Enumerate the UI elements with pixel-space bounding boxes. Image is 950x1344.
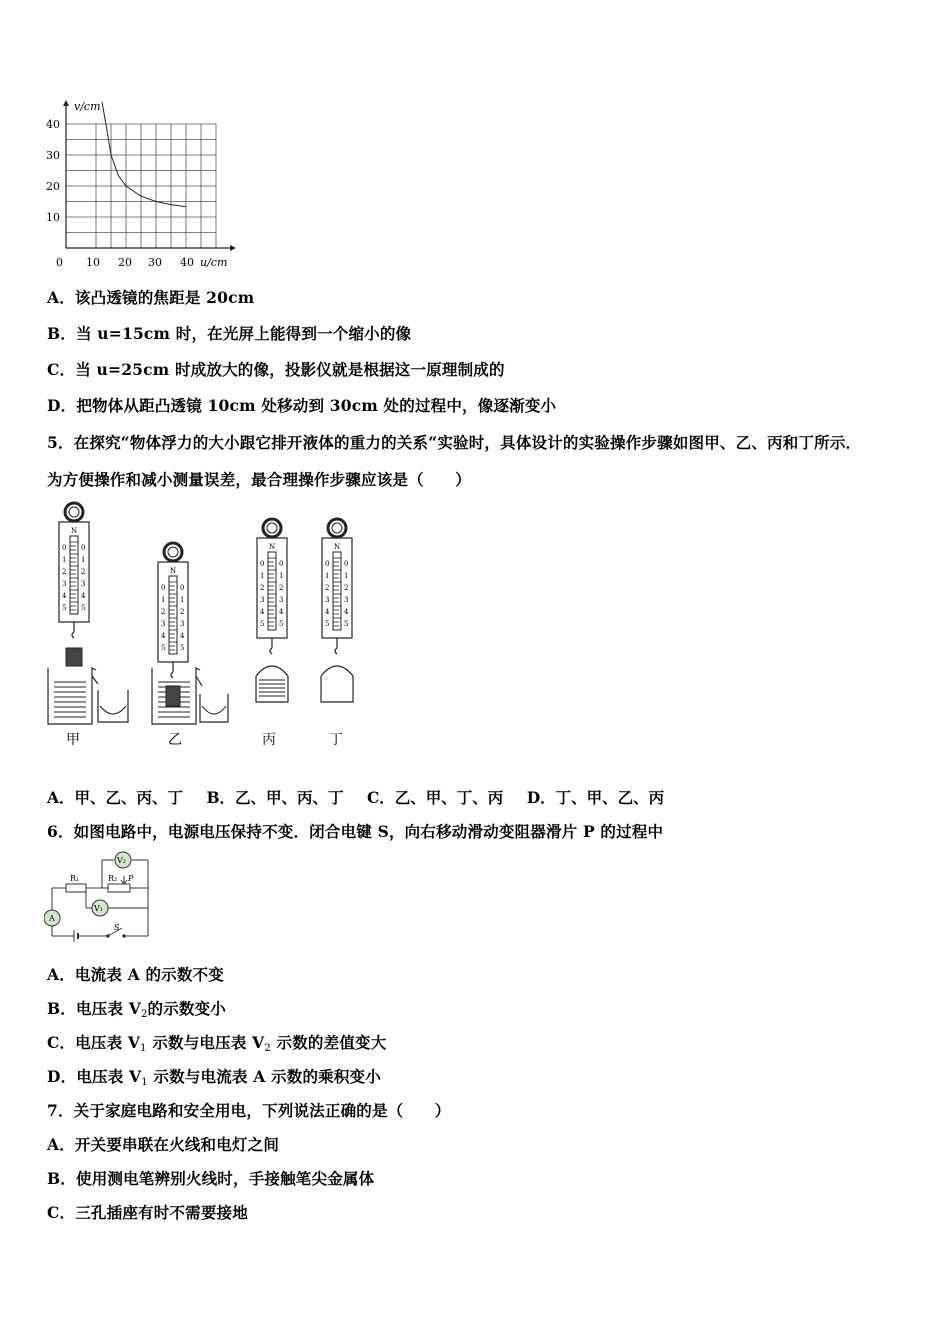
q6-option-a[interactable]: A．电流表 A 的示数不变 — [47, 965, 224, 984]
chart-tick-labels — [46, 118, 194, 269]
setup-bing — [256, 519, 288, 702]
q7-stem: 7．关于家庭电路和安全用电，下列说法正确的是（ ） — [47, 1101, 451, 1120]
scale-mark-label: 0 — [344, 560, 349, 568]
q6-option-c[interactable]: C．电压表 $V_1$ 示数与电压表 $V_2$ 示数的差值变大 — [47, 1033, 387, 1054]
scale-mark-label: 2 — [161, 608, 166, 616]
q5-option-d[interactable]: D．丁、甲、乙、丙 — [526, 788, 665, 807]
chart-y-tick-label: 40 — [46, 118, 60, 131]
scale-mark-label: 5 — [62, 604, 67, 612]
scale-mark-label: 5 — [325, 620, 330, 628]
scale-mark-label: 3 — [325, 596, 330, 604]
scale-mark-label: N — [71, 527, 78, 535]
r1-label: R₁ — [70, 874, 80, 883]
lens-image-distance-chart — [40, 98, 240, 270]
setup-jia — [48, 503, 128, 724]
chart-x-tick-label: 10 — [86, 256, 100, 269]
chart-x-arrow — [230, 245, 236, 251]
q7-option-b[interactable]: B．使用测电笔辨别火线时，手接触笔尖金属体 — [47, 1169, 375, 1188]
v2-label: V₂ — [117, 856, 126, 865]
q5-stem-line-2: 为方便操作和减小测量误差，最合理操作步骤应该是（ ） — [47, 470, 471, 489]
scale-mark-label: 5 — [344, 620, 349, 628]
scale-mark-label: 1 — [62, 556, 67, 564]
scale-mark-label: 0 — [62, 544, 67, 552]
label-jia: 甲 — [66, 732, 80, 748]
ammeter-label: A — [49, 914, 55, 923]
chart-y-tick-label: 30 — [46, 149, 60, 162]
q6-option-b[interactable]: B．电压表 $V_2$的示数变小 — [47, 999, 227, 1020]
scale-mark-label: N — [334, 543, 341, 551]
label-ding: 丁 — [329, 732, 343, 748]
q6-stem: 6．如图电路中，电源电压保持不变．闭合电键 S，向右移动滑动变阻器滑片 P 的过程中 — [47, 822, 664, 841]
scale-mark-label: N — [269, 543, 276, 551]
q4-option-a[interactable]: A．该凸透镜的焦距是 20cm — [47, 288, 255, 307]
switch-s-label: S — [114, 923, 120, 932]
scale-mark-label: 4 — [325, 608, 330, 616]
scale-mark-label: 2 — [180, 608, 185, 616]
scale-mark-label: N — [170, 567, 177, 575]
scale-mark-label: 0 — [279, 560, 284, 568]
q5-option-b[interactable]: B．乙、甲、丙、丁 — [206, 788, 344, 807]
chart-x-axis-label: u/cm — [200, 256, 228, 269]
scale-mark-label: 4 — [161, 632, 166, 640]
scale-mark-label: 1 — [161, 596, 166, 604]
chart-axes — [63, 100, 236, 251]
scale-mark-label: 2 — [344, 584, 349, 592]
q4-option-b[interactable]: B．当 u=15cm 时，在光屏上能得到一个缩小的像 — [47, 324, 412, 343]
scale-mark-label: 3 — [62, 580, 67, 588]
chart-series-line — [102, 102, 186, 207]
scale-mark-label: 1 — [325, 572, 330, 580]
label-yi: 乙 — [168, 732, 182, 748]
chart-x-tick-label: 30 — [148, 256, 162, 269]
q4-option-c[interactable]: C．当 u=25cm 时成放大的像，投影仪就是根据这一原理制成的 — [47, 360, 505, 379]
scale-mark-label: 1 — [180, 596, 185, 604]
setup-ding — [321, 519, 353, 702]
scale-mark-label: 0 — [325, 560, 330, 568]
q5-option-a[interactable]: A．甲、乙、丙、丁 — [47, 788, 184, 807]
v1-label: V₁ — [94, 904, 103, 913]
scale-mark-label: 1 — [279, 572, 284, 580]
scale-mark-label: 3 — [180, 620, 185, 628]
scale-mark-label: 0 — [81, 544, 86, 552]
scale-mark-label: 3 — [344, 596, 349, 604]
q7-option-c[interactable]: C．三孔插座有时不需要接地 — [47, 1203, 248, 1222]
chart-y-arrow — [63, 100, 69, 106]
scale-mark-label: 0 — [260, 560, 265, 568]
scale-mark-label: 5 — [260, 620, 265, 628]
scale-mark-label: 3 — [279, 596, 284, 604]
scale-mark-label: 4 — [260, 608, 265, 616]
r2-label: R₂ — [108, 874, 118, 883]
scale-mark-label: 2 — [279, 584, 284, 592]
q7-option-a[interactable]: A．开关要串联在火线和电灯之间 — [47, 1135, 280, 1154]
chart-grid — [66, 124, 216, 248]
setup-yi — [152, 543, 236, 724]
scale-mark-label: 1 — [260, 572, 265, 580]
chart-x-tick-label: 0 — [56, 256, 63, 269]
scale-mark-label: 5 — [180, 644, 185, 652]
scale-mark-label: 2 — [62, 568, 67, 576]
scale-mark-label: 0 — [161, 584, 166, 592]
scale-mark-label: 3 — [81, 580, 86, 588]
chart-x-tick-label: 40 — [180, 256, 194, 269]
scale-mark-label: 4 — [279, 608, 284, 616]
q5-options — [47, 786, 682, 808]
scale-mark-label: 3 — [260, 596, 265, 604]
scale-mark-label: 5 — [279, 620, 284, 628]
scale-mark-label: 4 — [180, 632, 185, 640]
chart-y-tick-label: 20 — [46, 180, 60, 193]
scale-mark-label: 2 — [81, 568, 86, 576]
scale-mark-label: 4 — [81, 592, 86, 600]
scale-mark-label: 2 — [325, 584, 330, 592]
label-bing: 丙 — [262, 732, 276, 748]
q5-stem-line-1: 5．在探究“物体浮力的大小跟它排开液体的重力的关系“实验时，具体设计的实验操作步骤如图甲、乙、丙和丁所示． — [47, 433, 862, 452]
scale-mark-label: 2 — [260, 584, 265, 592]
scale-mark-label: 0 — [180, 584, 185, 592]
q4-option-d[interactable]: D．把物体从距凸透镜 10cm 处移动到 30cm 处的过程中，像逐渐变小 — [47, 396, 557, 415]
chart-y-tick-label: 10 — [46, 211, 60, 224]
q6-option-d[interactable]: D．电压表 $V_1$ 示数与电流表 A 示数的乘积变小 — [47, 1067, 381, 1088]
scale-mark-label: 5 — [81, 604, 86, 612]
circuit-diagram — [44, 850, 156, 942]
scale-mark-label: 1 — [344, 572, 349, 580]
scale-mark-label: 5 — [161, 644, 166, 652]
scale-mark-label: 1 — [81, 556, 86, 564]
scale-mark-label: 3 — [161, 620, 166, 628]
buoyancy-experiment-figure — [44, 500, 360, 752]
scale-mark-label: 4 — [344, 608, 349, 616]
q5-option-c[interactable]: C．乙、甲、丁、丙 — [366, 788, 504, 807]
scale-mark-label: 4 — [62, 592, 67, 600]
chart-x-tick-label: 20 — [118, 256, 132, 269]
chart-y-axis-label: v/cm — [74, 100, 101, 113]
slider-p-label: P — [128, 874, 134, 883]
